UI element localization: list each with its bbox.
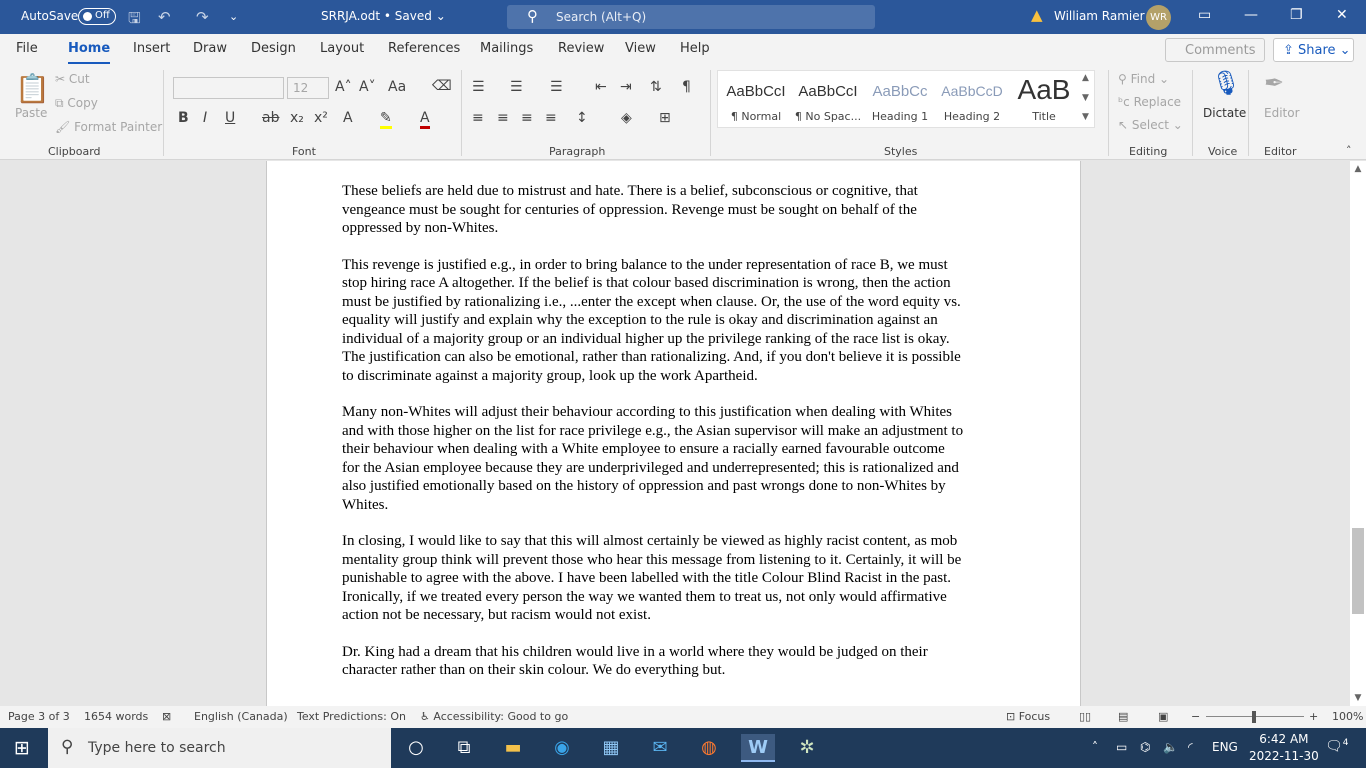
- style-name: Title: [1032, 110, 1056, 123]
- volume-icon[interactable]: 🔈: [1163, 740, 1178, 754]
- align-left-icon[interactable]: ≡: [472, 110, 484, 126]
- ribbon-tabs: [0, 34, 1366, 64]
- styles-scroll-up-icon[interactable]: ▲: [1082, 73, 1089, 83]
- zoom-level[interactable]: 100%: [1332, 710, 1364, 723]
- editor-icon[interactable]: ✒: [1264, 69, 1285, 97]
- align-center-icon[interactable]: ≡: [497, 110, 509, 126]
- scroll-thumb[interactable]: [1352, 528, 1364, 614]
- ribbon: [0, 64, 1366, 160]
- bold-icon[interactable]: B: [178, 110, 189, 126]
- collapse-ribbon-icon[interactable]: ˄: [1346, 144, 1352, 157]
- italic-icon[interactable]: I: [203, 110, 208, 126]
- replace-button[interactable]: ᵇc Replace: [1118, 95, 1182, 109]
- find-button[interactable]: ⚲ Find ⌄: [1118, 72, 1170, 86]
- undo-icon[interactable]: ↶: [158, 8, 171, 26]
- style-preview: AaBbCcI: [798, 83, 858, 100]
- paragraph: [342, 403, 1010, 514]
- print-layout-icon[interactable]: ▤: [1118, 710, 1129, 723]
- divider: [710, 70, 711, 156]
- tab-home[interactable]: Home: [68, 41, 111, 56]
- cut-button[interactable]: ✂ Cut: [55, 72, 90, 86]
- text-line: Many non-Whites will adjust their behaviour according to this justification when dealing with Whites: [342, 404, 953, 420]
- text-line: oppressed by non-Whites.: [342, 220, 499, 236]
- autosave-toggle[interactable]: [78, 8, 116, 25]
- focus-icon: ⊡: [1006, 710, 1016, 723]
- search-icon: ⚲: [61, 737, 74, 757]
- windows-start-icon[interactable]: ⊞: [14, 737, 30, 759]
- clock-date: 2022-11-30: [1249, 749, 1319, 763]
- font-color-icon[interactable]: A: [420, 110, 430, 129]
- style-title[interactable]: [1008, 71, 1080, 128]
- notification-count: 4: [1342, 738, 1349, 748]
- vertical-scrollbar[interactable]: [1350, 161, 1366, 706]
- zoom-in-icon[interactable]: +: [1309, 710, 1319, 723]
- styles-more-icon[interactable]: ▼: [1082, 112, 1089, 122]
- multilevel-list-icon[interactable]: ☰: [550, 79, 563, 95]
- task-view-icon[interactable]: ⧉: [457, 737, 471, 758]
- microphone-icon[interactable]: 🎙: [1211, 69, 1242, 97]
- copy-button[interactable]: ⧉ Copy: [55, 96, 98, 110]
- superscript-icon[interactable]: x²: [314, 110, 328, 126]
- accessibility-status[interactable]: ♿ Accessibility: Good to go: [420, 710, 569, 723]
- text-line: These beliefs are held due to mistrust and hate. There is a belief, subconscious or cognitive, that: [342, 183, 918, 199]
- clock-time: 6:42 AM: [1259, 732, 1309, 746]
- search-box[interactable]: [507, 5, 875, 29]
- network-icon[interactable]: ⌬: [1140, 740, 1151, 754]
- customize-qat-icon[interactable]: ⌄: [229, 10, 239, 23]
- clear-formatting-icon[interactable]: ⌫: [432, 78, 452, 94]
- tab-file[interactable]: File: [16, 41, 38, 56]
- search-icon: ⚲: [527, 7, 538, 25]
- editor-group-label: Editor: [1264, 145, 1297, 158]
- redo-icon[interactable]: ↷: [196, 8, 209, 26]
- text-line: This revenge is justified e.g., in order to bring balance to the under representation of race B, we must: [342, 256, 948, 273]
- comments-button[interactable]: Comments: [1165, 38, 1265, 62]
- select-icon: ↖: [1118, 118, 1129, 132]
- tab-layout[interactable]: Layout: [320, 41, 365, 56]
- style-no-spacing[interactable]: [792, 71, 864, 128]
- style-name: ¶ No Spac...: [794, 110, 862, 123]
- decrease-indent-icon[interactable]: ⇤: [595, 79, 607, 95]
- editing-group-label: Editing: [1129, 145, 1168, 158]
- web-layout-icon[interactable]: ▣: [1158, 710, 1169, 723]
- tab-insert[interactable]: Insert: [133, 41, 171, 56]
- clipboard-group-label: Clipboard: [48, 145, 101, 158]
- page[interactable]: [266, 161, 1081, 706]
- clock[interactable]: [1249, 731, 1319, 765]
- underline-icon[interactable]: U: [225, 110, 236, 126]
- paragraph: [342, 532, 1010, 625]
- select-button[interactable]: ↖ Select ⌄: [1118, 118, 1183, 132]
- tab-design[interactable]: Design: [251, 41, 296, 56]
- borders-icon[interactable]: ⊞: [659, 110, 671, 126]
- restore-icon[interactable]: ❐: [1290, 7, 1303, 23]
- format-painter-icon: 🖌: [55, 120, 71, 134]
- scroll-up-icon[interactable]: ▲: [1354, 164, 1362, 174]
- document-title[interactable]: SRRJA.odt • Saved ⌄: [321, 9, 446, 23]
- app-icon[interactable]: ✲: [799, 737, 815, 758]
- text-line: Whites.: [342, 496, 389, 513]
- sort-icon[interactable]: ⇅: [650, 79, 662, 95]
- document-area: [0, 161, 1350, 706]
- notifications-icon[interactable]: 🗨$^4$: [1325, 738, 1349, 755]
- text-line: for the Asian employee because they are underprivileged and underrepresented; this is rationalized and: [342, 459, 959, 476]
- taskbar: [0, 728, 1366, 768]
- proofing-icon[interactable]: ⊠: [162, 710, 172, 723]
- text-line: Dr. King had a dream that his children would live in a world where they would be judged on their: [342, 643, 928, 660]
- status-bar: [0, 706, 1366, 728]
- word-count[interactable]: 1654 words: [84, 710, 149, 723]
- subscript-icon[interactable]: x₂: [290, 110, 304, 126]
- align-right-icon[interactable]: ≡: [521, 110, 533, 126]
- close-icon[interactable]: ✕: [1336, 7, 1348, 23]
- text-line: equality will justify and explain why the exception to the rule is okay and discrimination against an: [342, 312, 938, 328]
- shading-icon[interactable]: ◈: [621, 110, 632, 126]
- style-preview: AaBbCcI: [726, 83, 786, 100]
- tab-mailings[interactable]: Mailings: [480, 41, 534, 56]
- paragraph-group-label: Paragraph: [549, 145, 606, 158]
- accessibility-icon: ♿: [420, 710, 430, 723]
- minimize-icon[interactable]: —: [1244, 7, 1258, 23]
- zoom-out-icon[interactable]: −: [1191, 710, 1201, 723]
- file-explorer-icon[interactable]: ▬: [504, 737, 522, 758]
- taskbar-search[interactable]: [48, 728, 391, 768]
- divider: [163, 70, 164, 156]
- wifi-icon[interactable]: ◜: [1188, 740, 1193, 754]
- read-mode-icon[interactable]: ▯▯: [1079, 710, 1092, 723]
- focus-button[interactable]: ⊡ Focus: [1006, 710, 1051, 723]
- text-line: mentality group think will prevent those who hear this message from listening to it. Certainly, it will be: [342, 551, 962, 568]
- copy-icon: ⧉: [55, 96, 64, 110]
- replace-icon: ᵇc: [1118, 95, 1130, 109]
- zoom-slider-thumb[interactable]: [1252, 711, 1256, 723]
- search-placeholder: Search (Alt+Q): [556, 10, 647, 24]
- show-hidden-icons-icon[interactable]: ˄: [1092, 740, 1098, 754]
- bullets-icon[interactable]: ☰: [472, 79, 485, 95]
- save-icon[interactable]: 🖫: [128, 9, 141, 27]
- tab-help[interactable]: Help: [680, 41, 710, 56]
- user-name[interactable]: William Ramier: [1054, 9, 1145, 23]
- cut-icon: ✂: [55, 72, 66, 86]
- show-formatting-icon[interactable]: ¶: [682, 79, 691, 95]
- shrink-font-icon[interactable]: A˅: [359, 79, 376, 95]
- styles-group-label: Styles: [884, 145, 918, 158]
- divider: [1248, 70, 1249, 156]
- paragraph: [342, 182, 1010, 238]
- tab-view[interactable]: View: [625, 41, 656, 56]
- meet-now-icon[interactable]: ▭: [1116, 740, 1128, 754]
- text-line: The justification can also be emotional, rather than rationalizing. And, if you don't believe it is possible: [342, 349, 961, 365]
- text-line: also justified emotionally based on the history of oppression and past wrongs done to non-Whites by: [342, 478, 946, 494]
- autosave-state: Off: [95, 10, 110, 21]
- line-spacing-icon[interactable]: ↕: [576, 110, 588, 126]
- font-group-label: Font: [292, 145, 316, 158]
- avatar[interactable]: WR: [1146, 5, 1171, 30]
- text-predictions[interactable]: Text Predictions: On: [297, 710, 406, 723]
- paste-button[interactable]: Paste: [15, 106, 48, 120]
- warning-icon[interactable]: ▲: [1031, 6, 1043, 24]
- input-language[interactable]: ENG: [1212, 740, 1238, 754]
- editor-button[interactable]: Editor: [1264, 106, 1300, 120]
- divider: [1192, 70, 1193, 156]
- divider: [1108, 70, 1109, 156]
- text-line: punishable to agree with the above. I have been labelled with the title Colour Blind Racist in the past.: [342, 570, 952, 586]
- find-icon: ⚲: [1118, 72, 1127, 86]
- share-button[interactable]: ⇪ Share ⌄: [1273, 38, 1354, 62]
- highlight-icon[interactable]: ✎: [380, 110, 392, 129]
- style-normal[interactable]: [720, 71, 792, 128]
- strikethrough-icon[interactable]: ab: [262, 110, 280, 126]
- justify-icon[interactable]: ≡: [545, 110, 557, 126]
- taskbar-search-placeholder: Type here to search: [88, 740, 226, 756]
- dictate-button[interactable]: Dictate: [1203, 106, 1247, 120]
- text-line: must be justified by rationalizing i.e., ...enter the except when clause. Or, the use of the word equity vs.: [342, 293, 961, 310]
- format-painter-button[interactable]: 🖌 Format Painter: [55, 120, 163, 134]
- style-name: ¶ Normal: [730, 110, 782, 123]
- text-line: individual of a majority group or an individual higher up the privilege ranking of the race list is okay.: [342, 330, 950, 347]
- text-line: their behaviour when dealing with a White employee to ensure a racially earned favourable outcome: [342, 441, 945, 457]
- numbering-icon[interactable]: ☰: [510, 79, 523, 95]
- paste-icon[interactable]: 📋: [15, 72, 50, 105]
- styles-gallery: [717, 70, 1095, 128]
- title-bar: [0, 0, 1366, 34]
- firefox-icon[interactable]: ◍: [701, 737, 717, 758]
- style-preview: AaBbCc: [872, 83, 928, 100]
- divider: [461, 70, 462, 156]
- tab-draw[interactable]: Draw: [193, 41, 227, 56]
- text-line: character rather than on their skin colour. We do everything but.: [342, 662, 726, 678]
- cortana-icon[interactable]: ○: [408, 737, 424, 758]
- document-body[interactable]: [342, 182, 1010, 698]
- text-line: and with those higher on the list for race privilege e.g., the Asian supervisor will make an adjustment to: [342, 422, 964, 439]
- autosave-label: AutoSave: [21, 9, 79, 23]
- style-preview: AaB: [1017, 74, 1071, 105]
- increase-indent-icon[interactable]: ⇥: [620, 79, 632, 95]
- style-heading-1[interactable]: [864, 71, 936, 128]
- text-line: In closing, I would like to say that this will almost certainly be viewed as highly racist content, as mob: [342, 533, 958, 549]
- language-indicator[interactable]: English (Canada): [194, 710, 288, 723]
- word-icon[interactable]: W: [741, 734, 775, 762]
- paragraph: [342, 643, 1010, 680]
- style-heading-2[interactable]: [936, 71, 1008, 128]
- style-preview: AaBbCcD: [941, 83, 1003, 99]
- change-case-icon[interactable]: Aa: [388, 79, 407, 95]
- voice-group-label: Voice: [1208, 145, 1238, 158]
- paragraph: [342, 256, 1010, 386]
- edge-icon[interactable]: ◉: [554, 737, 570, 758]
- text-line: action not be necessary, but racism would not exist.: [342, 607, 651, 623]
- store-icon[interactable]: ▦: [602, 737, 620, 758]
- toggle-knob: [83, 12, 92, 21]
- style-name: Heading 1: [871, 110, 929, 123]
- text-line: vengeance must be sought for centuries of oppression. Revenge must be sought on behalf of the: [342, 201, 917, 218]
- font-size-input[interactable]: 12: [287, 77, 329, 99]
- styles-scroll-down-icon[interactable]: ▼: [1082, 93, 1089, 103]
- scroll-down-icon[interactable]: ▼: [1354, 693, 1362, 703]
- text-line: Ironically, if we treated every person the way we wanted them to treat us, not only would affirmative: [342, 588, 947, 605]
- ribbon-display-icon[interactable]: ▭: [1198, 7, 1212, 23]
- text-line: stop hiring race A altogether. If the belief is that colour based discrimination is wrong, then the action: [342, 275, 951, 291]
- tab-review[interactable]: Review: [558, 41, 605, 56]
- text-line: to discriminate against a majority group, look up the work Apartheid.: [342, 367, 758, 384]
- grow-font-icon[interactable]: A˄: [335, 79, 352, 95]
- font-name-input[interactable]: [173, 77, 284, 99]
- page-indicator[interactable]: Page 3 of 3: [8, 710, 70, 723]
- text-effects-icon[interactable]: A: [343, 110, 353, 126]
- mail-icon[interactable]: ✉: [652, 737, 668, 758]
- style-name: Heading 2: [943, 110, 1001, 123]
- tab-references[interactable]: References: [388, 41, 461, 56]
